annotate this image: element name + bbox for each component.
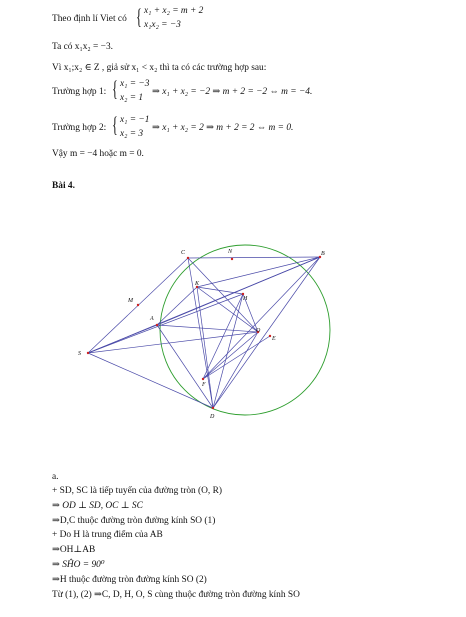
label-o: O: [256, 328, 261, 334]
solution-line-1: + SD, SC là tiếp tuyến của đường tròn (O, R): [52, 486, 222, 496]
conclusion: Vậy m = −4 hoặc m = 0.: [52, 149, 144, 159]
case1-result: ⇒ x₁ + x₂ = −2 ⇒ m + 2 = −2 ⇔ m = −4.: [152, 87, 313, 97]
solution-line-5: ⇒OH⊥AB: [52, 545, 96, 555]
solution-line-2: ⇒ OD ⊥ SD, OC ⊥ SC: [52, 501, 143, 511]
circle-o: [160, 245, 330, 415]
case1-brace: {: [112, 76, 118, 101]
solution-line-6: ⇒ SĤO = 90⁰: [52, 560, 105, 570]
solution-line-7: ⇒H thuộc đường tròn đường kính SO (2): [52, 575, 207, 585]
label-b: B: [321, 251, 325, 257]
label-n: N: [228, 249, 233, 255]
label-f: F: [202, 382, 206, 388]
solution-line-3: ⇒D,C thuộc đường tròn đường kính SO (1): [52, 516, 216, 526]
solution-line-8: Từ (1), (2) ⇒C, D, H, O, S cùng thuộc đường tròn đường kính SO: [52, 590, 300, 600]
case2-result: ⇒ x₁ + x₂ = 2 ⇒ m + 2 = 2 ⇔ m = 0.: [152, 123, 294, 133]
label-a: A: [150, 316, 154, 322]
label-c: C: [181, 250, 186, 256]
case1-eq1: x₁ = −3: [120, 79, 150, 89]
line-product: Ta có x₁x₂ = −3.: [52, 42, 113, 52]
solution-line-4: + Do H là trung điểm của AB: [52, 530, 163, 540]
problem-heading: Bài 4.: [52, 181, 75, 191]
label-m: M: [128, 298, 133, 304]
viet-prefix: Theo định lí Viet có: [52, 14, 127, 24]
label-e: E: [272, 336, 276, 342]
label-h: H: [243, 296, 248, 302]
viet-eq2: x₁x₂ = −3: [144, 20, 181, 30]
case2-eq2: x₂ = 3: [120, 129, 144, 139]
viet-eq1: x₁ + x₂ = m + 2: [144, 6, 204, 16]
case2-brace: {: [112, 112, 118, 137]
viet-brace: {: [136, 4, 142, 29]
case1-eq2: x₂ = 1: [120, 93, 144, 103]
label-d: D: [210, 414, 215, 420]
line-integer: Vì x₁;x₂ ∈ Z , giả sử x₁ < x₂ thì ta có các trường hợp sau:: [52, 63, 267, 73]
case1-label: Trường hợp 1:: [52, 87, 107, 97]
label-k: K: [195, 281, 200, 287]
part-a: a.: [52, 472, 59, 482]
case2-label: Trường hợp 2:: [52, 123, 107, 133]
case2-eq1: x₁ = −1: [120, 115, 150, 125]
label-s: S: [78, 351, 81, 357]
